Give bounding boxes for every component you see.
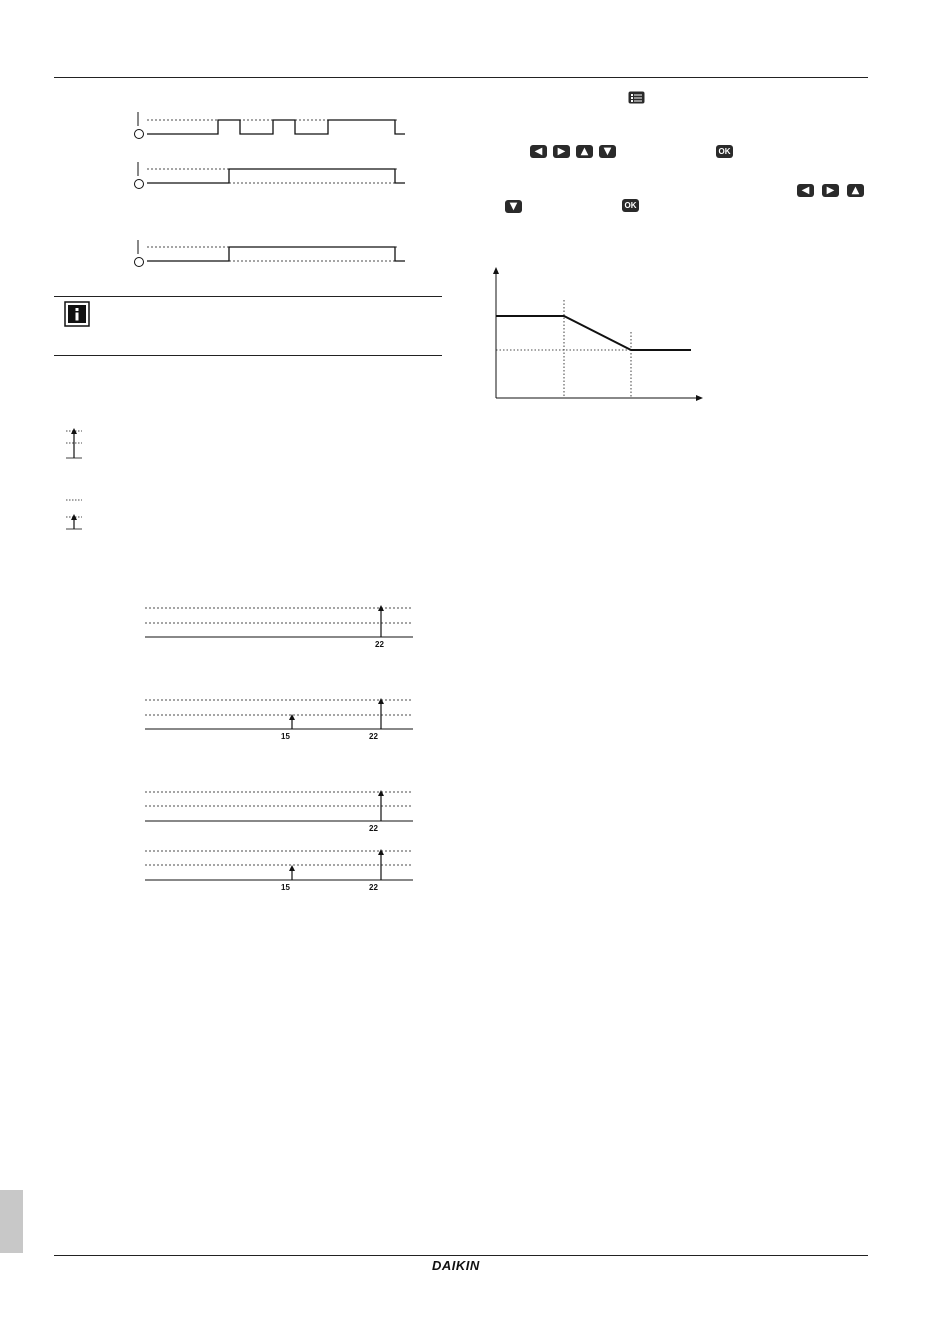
arrow-15 xyxy=(289,714,295,729)
timing-diagram-3 xyxy=(135,240,406,267)
legend-symbols xyxy=(62,425,86,535)
daikin-logo: DAIKIN xyxy=(432,1258,480,1273)
info-box-bottom-rule xyxy=(54,355,442,356)
arrow-22 xyxy=(378,698,384,729)
left-key-icon: ◀ xyxy=(797,184,814,197)
legend-arrow-large xyxy=(66,428,82,458)
tick-label-22: 22 xyxy=(369,883,378,892)
menu-list-icon xyxy=(628,91,645,104)
arrow-chart-2 xyxy=(145,692,420,744)
info-box-top-rule xyxy=(54,296,442,297)
header-rule xyxy=(54,77,868,78)
right-key-icon: ▶ xyxy=(822,184,839,197)
arrow-22 xyxy=(378,849,384,880)
ok-key-icon: OK xyxy=(716,145,733,158)
arrow-22 xyxy=(378,790,384,821)
footer-rule xyxy=(54,1255,868,1256)
up-key-icon: ▲ xyxy=(847,184,864,197)
down-key-icon: ▼ xyxy=(505,200,522,213)
ok-key-icon: OK xyxy=(622,199,639,212)
arrow-chart-3 xyxy=(145,784,420,836)
timing-diagram-1 xyxy=(135,112,406,139)
arrow-chart-1 xyxy=(145,600,420,652)
arrow-chart-4 xyxy=(145,843,420,895)
timing-diagram-2 xyxy=(135,162,406,189)
arrow-15 xyxy=(289,865,295,880)
tick-label-15: 15 xyxy=(281,883,290,892)
up-key-icon: ▲ xyxy=(576,145,593,158)
tick-label-22: 22 xyxy=(369,732,378,741)
weather-dependent-curve xyxy=(485,262,710,407)
tick-label-15: 15 xyxy=(281,732,290,741)
side-tab xyxy=(0,1190,23,1253)
right-key-icon: ▶ xyxy=(553,145,570,158)
down-key-icon: ▼ xyxy=(599,145,616,158)
timing-diagrams xyxy=(130,110,420,275)
tick-label-22: 22 xyxy=(369,824,378,833)
info-icon xyxy=(64,301,90,327)
arrow-22 xyxy=(378,605,384,637)
left-key-icon: ◀ xyxy=(530,145,547,158)
legend-arrow-small xyxy=(66,514,82,529)
tick-label-22: 22 xyxy=(375,640,384,649)
